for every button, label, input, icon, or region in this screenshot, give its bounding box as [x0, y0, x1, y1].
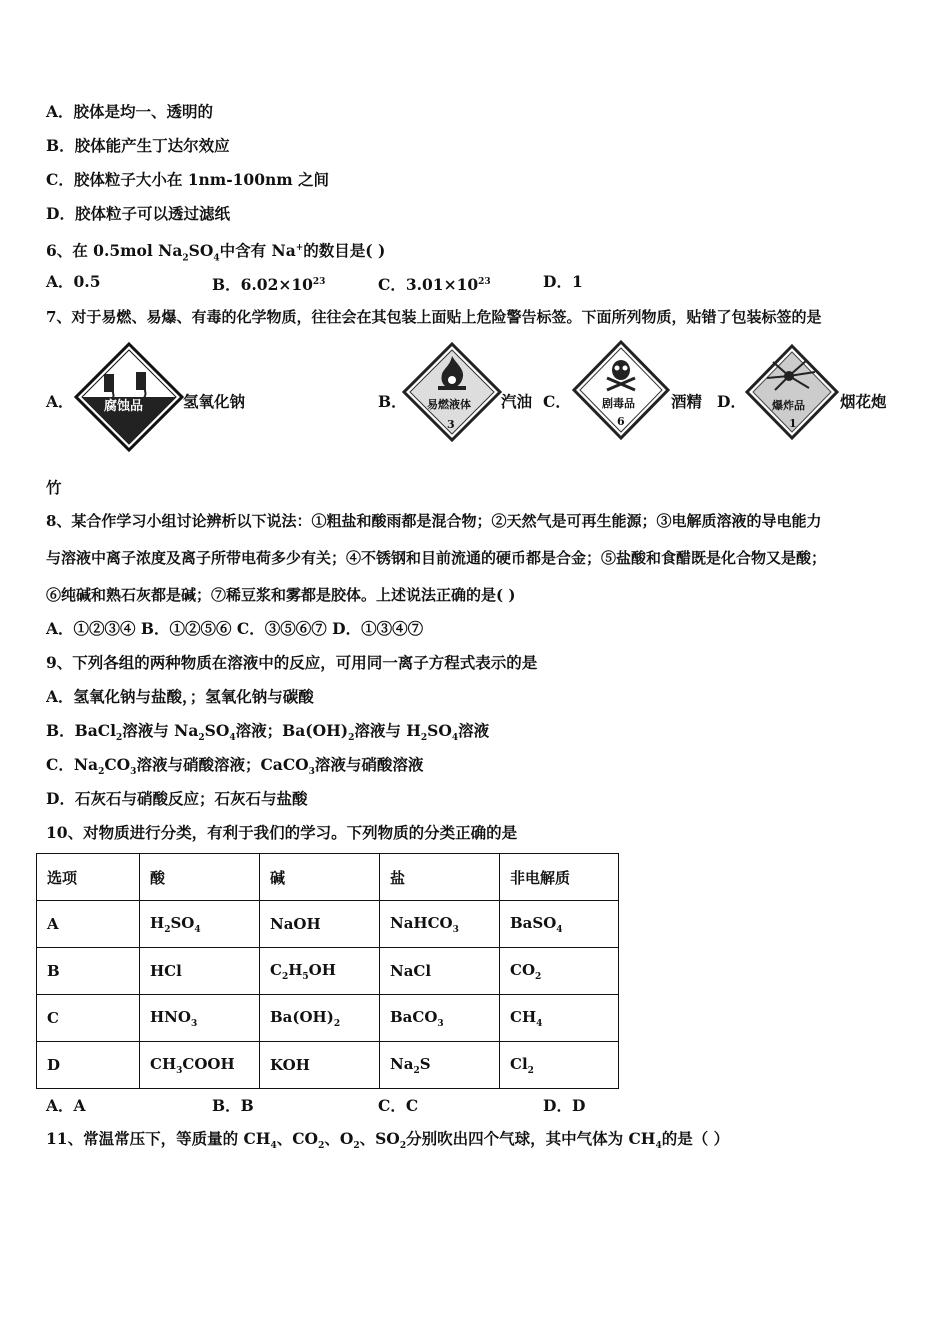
q5-option-d: D．胶体粒子可以透过滤纸 — [46, 204, 230, 223]
table-cell: $HNO_3$ — [140, 995, 260, 1042]
q9-stem: 9、下列各组的两种物质在溶液中的反应，可用同一离子方程式表示的是 — [46, 653, 538, 672]
q6-stem: 6、在 0.5mol $Na_2SO_4$中含有 Na+的数目是( ) — [46, 241, 386, 264]
q10-option-a: A．A — [46, 1096, 86, 1115]
table-cell: BaCO$_3$ — [380, 995, 500, 1042]
table-header-row — [37, 854, 619, 901]
table-row — [37, 1042, 619, 1089]
table-cell: KOH — [260, 1042, 380, 1089]
q8-line-1: 8、某合作学习小组讨论辨析以下说法：①粗盐和酸雨都是混合物；②天然气是可再生能源；③电解质溶液的导电能力 — [46, 512, 822, 530]
q7-option-d-sign-number: 1 — [789, 417, 797, 430]
q7-option-b-text: 汽油 — [501, 392, 533, 411]
table-cell: $C_2H_5OH$ — [260, 948, 380, 995]
q6-option-a: A．0.5 — [46, 272, 101, 291]
q5-option-b: B．胶体能产生丁达尔效应 — [46, 136, 230, 155]
table-cell: A — [37, 901, 140, 948]
table-cell: NaCl — [380, 948, 500, 995]
table-cell: C — [37, 995, 140, 1042]
table-cell: $H_2SO_4$ — [140, 901, 260, 948]
q10-option-c: C．C — [378, 1096, 419, 1115]
table-cell: HCl — [140, 948, 260, 995]
header-salt: 盐 — [380, 854, 500, 901]
q7-option-a-letter: A． — [46, 392, 74, 411]
q6-option-b: B．$6.02\times 10^{23}$ — [212, 275, 326, 295]
q5-option-c: C．胶体粒子大小在 1nm-100nm 之间 — [46, 170, 330, 189]
q9-option-c: C．$Na_2CO_3$溶液与硝酸溶液；CaCO$_3$溶液与硝酸溶液 — [46, 755, 424, 778]
q9-option-a: A．氢氧化钠与盐酸，；氢氧化钠与碳酸 — [46, 687, 314, 706]
q6-option-d: D．1 — [543, 272, 583, 291]
q7-option-c-sign-number: 6 — [617, 415, 625, 428]
q6-option-c: C．$3.01\times 10^{23}$ — [378, 275, 491, 295]
q9-option-b: B．BaCl$_2$溶液与 $Na_2SO_4$溶液；$Ba(OH)_2$溶液与 $H_2SO_4$溶液 — [46, 721, 490, 744]
table-cell: $Na_2S$ — [380, 1042, 500, 1089]
q7-option-a-sign-label: 腐蚀品 — [104, 399, 144, 414]
table-cell: $Cl_2$ — [500, 1042, 619, 1089]
q7-option-c-sign-label: 剧毒品 — [602, 397, 635, 410]
q10-stem: 10、对物质进行分类，有利于我们的学习。下列物质的分类正确的是 — [46, 823, 518, 842]
table-cell: B — [37, 948, 140, 995]
q8-options: A．①②③④ B．①②⑤⑥ C．③⑤⑥⑦ D．①③④⑦ — [46, 619, 424, 638]
classification-table — [36, 853, 619, 1089]
q8-line-2: 与溶液中离子浓度及离子所带电荷多少有关；④不锈钢和目前流通的硬币都是合金；⑤盐酸和食醋既是化合物又是酸； — [46, 549, 827, 567]
header-base: 碱 — [260, 854, 380, 901]
q5-option-a: A．胶体是均一、透明的 — [46, 102, 214, 121]
q7-option-d-sign-label: 爆炸品 — [772, 399, 805, 412]
table-cell: BaSO$_4$ — [500, 901, 619, 948]
q7-stem: 7、对于易燃、易爆、有毒的化学物质，往往会在其包装上面贴上危险警告标签。下面所列物质，贴错了包装标签的是 — [46, 308, 822, 326]
q7-option-b-letter: B． — [378, 392, 407, 411]
q10-option-b: B．B — [212, 1096, 254, 1115]
table-cell: $Ba(OH)_2$ — [260, 995, 380, 1042]
q7-option-c-text: 酒精 — [671, 392, 703, 411]
header-option: 选项 — [37, 854, 140, 901]
q7-option-d-letter: D． — [717, 392, 746, 411]
header-non-electrolyte: 非电解质 — [500, 854, 619, 901]
q7-option-d-text: 烟花炮 — [840, 392, 887, 411]
q7-option-b-sign-number: 3 — [447, 418, 455, 431]
table-cell: NaHCO$_3$ — [380, 901, 500, 948]
table-row — [37, 948, 619, 995]
table-cell: $CO_2$ — [500, 948, 619, 995]
q7-option-b-sign-label: 易燃液体 — [427, 398, 471, 411]
q7-option-c-letter: C． — [543, 392, 571, 411]
table-cell: $CH_4$ — [500, 995, 619, 1042]
q10-option-d: D．D — [543, 1096, 586, 1115]
header-acid: 酸 — [140, 854, 260, 901]
table-row — [37, 995, 619, 1042]
table-cell: D — [37, 1042, 140, 1089]
q9-option-d: D．石灰石与硝酸反应；石灰石与盐酸 — [46, 789, 308, 808]
q11-stem: 11、常温常压下，等质量的 $CH_4$、$CO_2$、$O_2$、$SO_2$分别吹出四个气球，其中气体为 $CH_4$的是（ ） — [46, 1129, 730, 1152]
table-row — [37, 901, 619, 948]
q7-option-a-text: 氢氧化钠 — [183, 392, 246, 411]
table-cell: NaOH — [260, 901, 380, 948]
q7-tail: 竹 — [46, 478, 62, 497]
q8-line-3: ⑥纯碱和熟石灰都是碱；⑦稀豆浆和雾都是胶体。上述说法正确的是( ) — [46, 586, 516, 604]
table-cell: $CH_3COOH$ — [140, 1042, 260, 1089]
